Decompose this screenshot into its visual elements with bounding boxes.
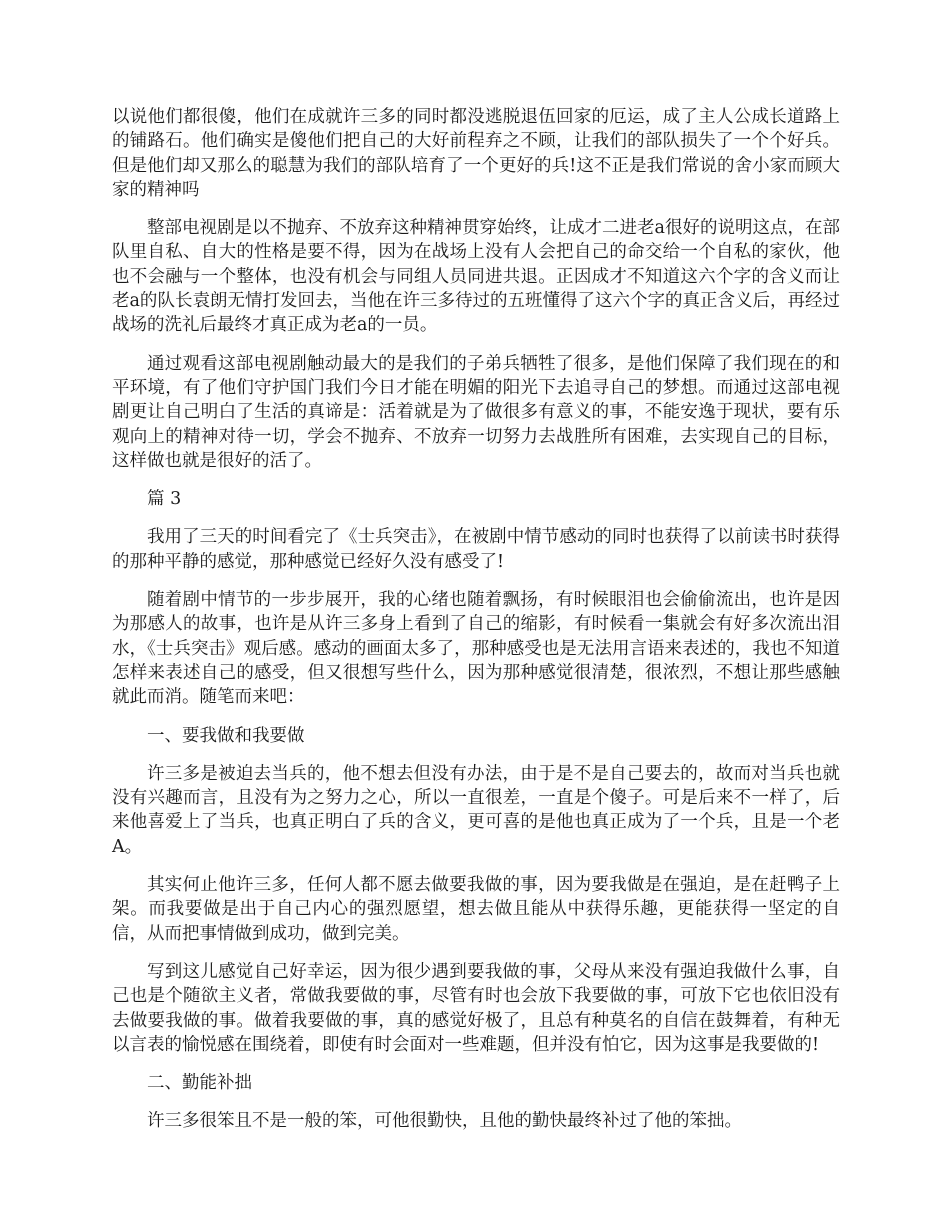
- paragraph: 许三多很笨且不是一般的笨，可他很勤快，且他的勤快最终补过了他的笨拙。: [147, 1111, 742, 1132]
- paragraph: 通过观看这部电视剧触动最大的是我们的子弟兵牺牲了很多，是他们保障了我们现在的和平环境，有了他们守护国门我们今日才能在明媚的阳光下去追寻自己的梦想。而通过这部电视剧更让自己明白了生活的真谛是：活着就是为了做很多有意义的事，不能安逸于现状，要有乐观向上的精神对待一切，学会不抛弃、不放弃一切努力去战胜所有困难，去实现自己的目标，这样做也就是很好的活了。: [112, 353, 840, 471]
- section-heading: 一、要我做和我要做: [147, 725, 305, 746]
- paragraph: 以说他们都很傻，他们在成就许三多的同时都没逃脱退伍回家的厄运，成了主人公成长道路上的铺路石。他们确实是傻他们把自己的大好前程弃之不顾，让我们的部队损失了一个个好兵。但是他们却又那么的聪慧为我们的部队培育了一个更好的兵!这不正是我们常说的舍小家而顾大家的精神吗: [112, 107, 840, 200]
- paragraph: 整部电视剧是以不抛弃、不放弃这种精神贯穿始终，让成才二进老a很好的说明这点，在部队里自私、自大的性格是要不得，因为在战场上没有人会把自己的命交给一个自私的家伙，他也不会融与一个整体，也没有机会与同组人员同进共退。正因成才不知道这六个字的含义而让老a的队长袁朗无情打发回去，当他在许三多待过的五班懂得了这六个字的真正含义后，再经过战场的洗礼后最终才真正成为老a的一员。: [112, 218, 840, 336]
- paragraph: 随着剧中情节的一步步展开，我的心绪也随着飘扬，有时候眼泪也会偷偷流出，也许是因为那感人的故事，也许是从许三多身上看到了自己的缩影，有时候看一集就会有好多次流出泪水，《士兵突击》观后感。感动的画面太多了，那种感受也是无法用言语来表述的，我也不知道怎样来表述自己的感受，但又很想写些什么，因为那种感觉很清楚，很浓烈，不想让那些感触就此而消。随笔而来吧：: [112, 590, 840, 708]
- document-page: [112, 105, 840, 1148]
- section-heading: 篇 3: [147, 489, 182, 510]
- paragraph: 其实何止他许三多，任何人都不愿去做要我做的事，因为要我做是在强迫，是在赶鸭子上架。而我要做是出于自己内心的强烈愿望，想去做且能从中获得乐趣，更能获得一坚定的自信，从而把事情做到成功，做到完美。: [112, 875, 840, 944]
- paragraph: 许三多是被迫去当兵的，他不想去但没有办法，由于是不是自己要去的，故而对当兵也就没有兴趣而言，且没有为之努力之心，所以一直很差，一直是个傻子。可是后来不一样了，后来他喜爱上了当兵，也真正明白了兵的含义，更可喜的是他也真正成为了一个兵，且是一个老A。: [112, 763, 840, 857]
- paragraph: 我用了三天的时间看完了《士兵突击》，在被剧中情节感动的同时也获得了以前读书时获得的那种平静的感觉，那种感觉已经好久没有感受了!: [112, 527, 840, 572]
- section-heading: 二、勤能补拙: [147, 1073, 252, 1094]
- paragraph: 写到这儿感觉自己好幸运，因为很少遇到要我做的事，父母从来没有强迫我做什么事，自己也是个随欲主义者，常做我要做的事，尽管有时也会放下我要做的事，可放下它也依旧没有去做要我做的事。做着我要做的事，真的感觉好极了，且总有种莫名的自信在鼓舞着，有种无以言表的愉悦感在围绕着，即使有时会面对一些难题，但并没有怕它，因为这事是我要做的!: [112, 961, 840, 1055]
